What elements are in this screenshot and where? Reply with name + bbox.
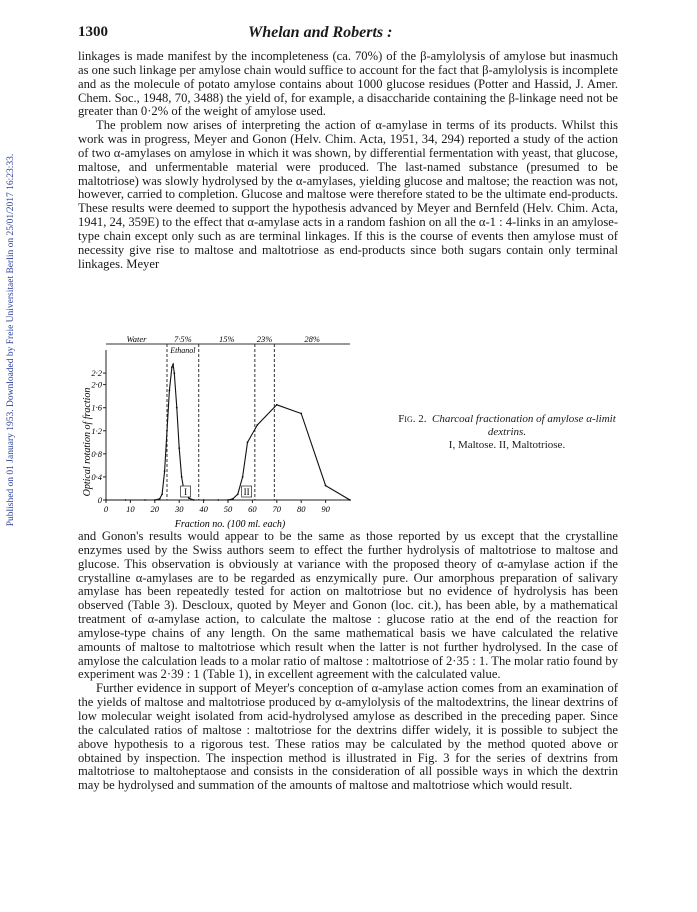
paragraph: and Gonon's results would appear to be the same as those reported by us except that the crystalline enzymes used by the Swiss authors seem to effect the further hydrolysis of maltotriose to maltose and glucose. This observation is obviously at variance with the proposed theory of α-amylase action if the crystalline α-amylases are to be regarded as enzymically pure. Our amorphous preparation of salivary amylase has been repeatedly tested for action on maltotriose but no evidence of hydrolysis has been observed (Table 3). Descloux, quoted by Meyer and Gonon (loc. cit.), has been able, by a mathematical treatment of α-amylase action, to calculate the maltose : glucose ratio at the end of the reaction for amylose-type chains of any length. On the same mathematical basis we have calculated the relative amounts of maltose to maltotriose which result when the latter is not further hydrolysed. In the case of amylose the calculation leads to a molar ratio of maltose : maltotriose of 2·35 : 1. The molar ratio found by experiment was 2·39 : 1 (Table 1), in excellent agreement with the calculated value. — [78, 529, 618, 682]
figure-caption — [392, 413, 622, 452]
data-point — [173, 372, 175, 374]
data-point — [237, 493, 239, 495]
plot-frame — [106, 350, 350, 500]
x-tick-label: 70 — [272, 504, 282, 514]
y-tick-label: 0·8 — [91, 448, 102, 459]
figure-label: Fig. 2. — [398, 413, 427, 425]
data-point — [171, 366, 173, 368]
data-point — [105, 499, 107, 501]
data-point — [247, 441, 249, 443]
y-axis-label: Optical rotation of fraction — [82, 387, 93, 497]
data-point — [154, 499, 156, 501]
paragraph: linkages is made manifest by the incompleteness (ca. 70%) of the β-amylolysis of amylose but inasmuch as one such linkage per amylose chain would suffice to account for the fact that β-amylolysis is incomplete and as the molecule of potato amylose contains about 1000 glucose residues (Potter and Hassid, J. Amer. Chem. Soc., 1948, 70, 3488) the yield of, for example, a disaccharide containing the β-linkage need not be greater than 0·2% of the weight of amylose used. — [78, 49, 618, 119]
eluent-label: 28% — [304, 334, 320, 344]
data-point — [276, 404, 278, 406]
peak-label: II — [243, 487, 250, 497]
y-tick-label: 1·2 — [91, 425, 102, 436]
figure-chart — [78, 330, 368, 530]
y-tick-label: 0·4 — [91, 471, 102, 482]
text-before-figure — [78, 50, 618, 272]
data-point — [161, 493, 163, 495]
data-point — [176, 407, 178, 409]
x-tick-label: 90 — [321, 504, 330, 514]
x-tick-label: 60 — [248, 504, 257, 514]
data-point — [203, 499, 205, 501]
x-tick-label: 10 — [126, 504, 135, 514]
x-tick-label: 30 — [174, 504, 184, 514]
data-point — [181, 476, 183, 478]
data-point — [349, 499, 351, 501]
download-watermark — [4, 130, 18, 550]
x-tick-label: 50 — [223, 504, 233, 514]
data-point — [178, 447, 180, 449]
axis-ticks — [91, 368, 330, 514]
download-watermark-text: Published on 01 January 1953. Downloaded by Freie Universitaet Berlin on 25/01/2017 16:23:33. — [6, 153, 16, 527]
data-series — [105, 364, 351, 501]
x-tick-label: 80 — [296, 504, 306, 514]
y-tick-label: 2·0 — [91, 379, 102, 390]
x-tick-label: 40 — [199, 504, 208, 514]
page-number: 1300 — [78, 24, 108, 40]
eluent-label: 23% — [256, 334, 273, 344]
paragraph: The problem now arises of interpreting the action of α-amylase in terms of its products. Whilst this work was in progress, Meyer and Gonon (Helv. Chim. Acta, 1951, 34, 294) reported a study of the action of two α-amylases on amylose in which it was shown, by differential fermentation with yeast, that glucose, maltose, and unfermentable material were produced. The last-named substance (presumed to be maltotriose) was slowly hydrolysed by the α-amylases, yielding glucose and maltose; the reaction was not, however, carried to completion. Glucose and maltose were therefore stated to be the ultimate end-products. These results were deemed to support the hypothesis advanced by Meyer and Bernfeld (Helv. Chim. Acta, 1941, 24, 359E) to the effect that α-amylase acts in a random fashion on all the α-1 : 4-links in an amylose-type chain except only such as are terminal linkages. If this is the course of events then amylose must of necessity give rise to maltose and maltotriose as end-products since both sugars contain only terminal linkages. Meyer — [78, 118, 619, 271]
eluent-label: 15% — [218, 334, 235, 344]
paragraph: Further evidence in support of Meyer's conception of α-amylase action comes from an examination of the yields of maltose and maltotriose produced by α-amylolysis of the maltodextrins, the linear dextrins of low molecular weight isolated from acid-hydrolysed amylose as described in the preceding paper. Since the calculated ratios of maltose : maltotriose for the dextrins differ widely, it is possible to subject the above hypothesis to a rigorous test. These ratios may be calculated by the method quoted above or obtained by inspection. The inspection method is illustrated in Fig. 3 for the series of dextrins from maltotriose to maltoheptaose and consists in the consideration of all possible ways in which the dextrin may be hydrolysed and summation of the amounts of maltose and maltotriose which would result. — [78, 681, 618, 793]
y-tick-label: 0 — [97, 495, 102, 505]
data-point — [164, 470, 166, 472]
page-header — [78, 24, 618, 44]
data-point — [169, 389, 171, 391]
data-point — [172, 364, 174, 366]
text-after-figure — [78, 530, 618, 793]
eluent-boundaries — [106, 334, 350, 500]
figure-peaks-legend: I, Maltose. II, Maltotriose. — [448, 439, 566, 451]
data-point — [232, 498, 234, 500]
eluent-sub-label: Ethanol — [170, 346, 196, 355]
y-tick-label: 2·2 — [91, 368, 102, 379]
peak-label: I — [184, 487, 188, 497]
eluent-label: Water — [126, 334, 147, 344]
data-point — [256, 424, 258, 426]
data-point — [300, 413, 302, 415]
x-tick-label: 0 — [103, 504, 109, 514]
data-point — [227, 499, 229, 501]
y-tick-label: 1·6 — [91, 402, 102, 413]
data-point — [193, 499, 195, 501]
data-point — [159, 498, 161, 500]
data-point — [144, 499, 146, 501]
data-point — [217, 499, 219, 501]
x-tick-label: 20 — [150, 504, 160, 514]
eluent-label: 7·5% — [174, 334, 192, 344]
chart-svg — [78, 330, 368, 530]
figure-title: Charcoal fractionation of amylose α-limit dextrins. — [432, 413, 616, 438]
data-point — [125, 499, 127, 501]
data-point — [188, 497, 190, 499]
x-axis-label: Fraction no. (100 ml. each) — [174, 519, 286, 530]
data-point — [166, 430, 168, 432]
data-point — [242, 476, 244, 478]
running-head: Whelan and Roberts : — [248, 24, 393, 41]
data-point — [325, 485, 327, 487]
series-line — [106, 364, 350, 500]
